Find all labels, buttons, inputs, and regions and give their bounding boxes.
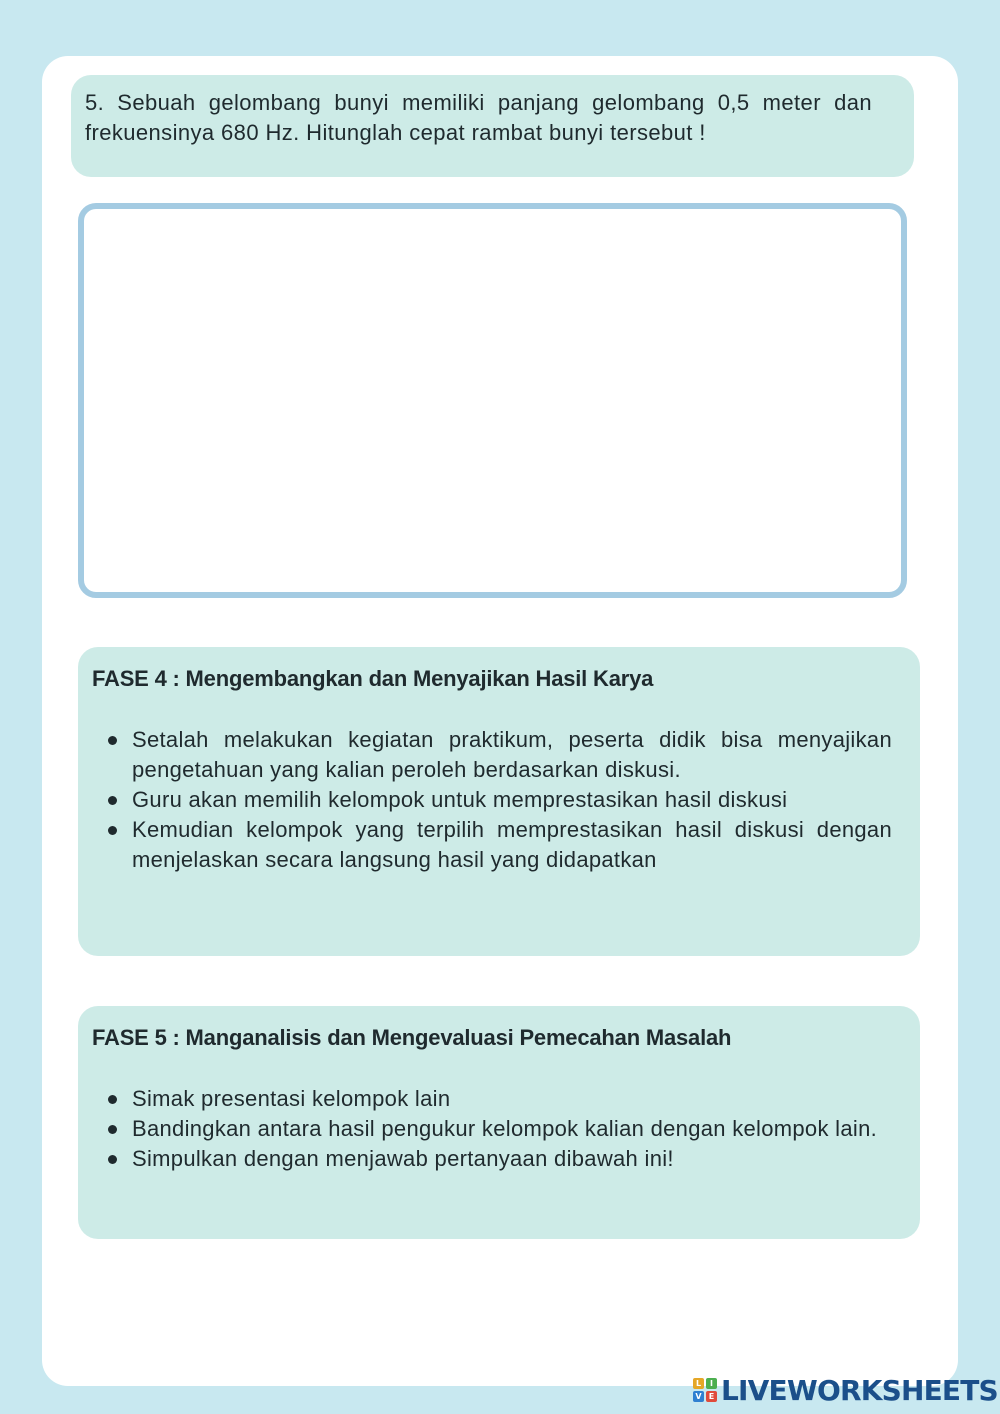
phase-5-item: Bandingkan antara hasil pengukur kelompok kalian dengan kelompok lain.	[92, 1114, 892, 1144]
answer-box[interactable]	[78, 203, 907, 598]
phase-5-title: FASE 5 : Manganalisis dan Mengevaluasi Pemecahan Masalah	[92, 1025, 732, 1050]
logo-letter-v: V	[693, 1391, 704, 1402]
logo-letter-i: I	[706, 1378, 717, 1389]
liveworksheets-logo-icon	[693, 1378, 717, 1402]
logo-letter-l: L	[693, 1378, 704, 1389]
answer-input[interactable]	[84, 209, 901, 592]
phase-4-item: Guru akan memilih kelompok untuk memprestasikan hasil diskusi	[92, 785, 892, 815]
liveworksheets-brand	[693, 1372, 998, 1408]
logo-letter-e: E	[706, 1391, 717, 1402]
phase-4-item: Kemudian kelompok yang terpilih memprestasikan hasil diskusi dengan menjelaskan secara langsung hasil yang didapatkan	[92, 815, 892, 875]
phase-4-list	[92, 725, 892, 875]
phase-5-list	[92, 1084, 892, 1174]
phase-4-box	[78, 647, 920, 956]
phase-4-title: FASE 4 : Mengembangkan dan Menyajikan Hasil Karya	[92, 666, 654, 691]
phase-4-item: Setalah melakukan kegiatan praktikum, peserta didik bisa menyajikan pengetahuan yang kalian peroleh berdasarkan diskusi.	[92, 725, 892, 785]
phase-5-item: Simpulkan dengan menjawab pertanyaan dibawah ini!	[92, 1144, 892, 1174]
question-5-text: 5. Sebuah gelombang bunyi memiliki panjang gelombang 0,5 meter dan frekuensinya 680 Hz. Hitunglah cepat rambat bunyi tersebut !	[85, 90, 872, 145]
phase-5-item: Simak presentasi kelompok lain	[92, 1084, 892, 1114]
question-5-box	[71, 75, 914, 177]
phase-5-box	[78, 1006, 920, 1239]
brand-name: LIVEWORKSHEETS	[721, 1373, 998, 1407]
